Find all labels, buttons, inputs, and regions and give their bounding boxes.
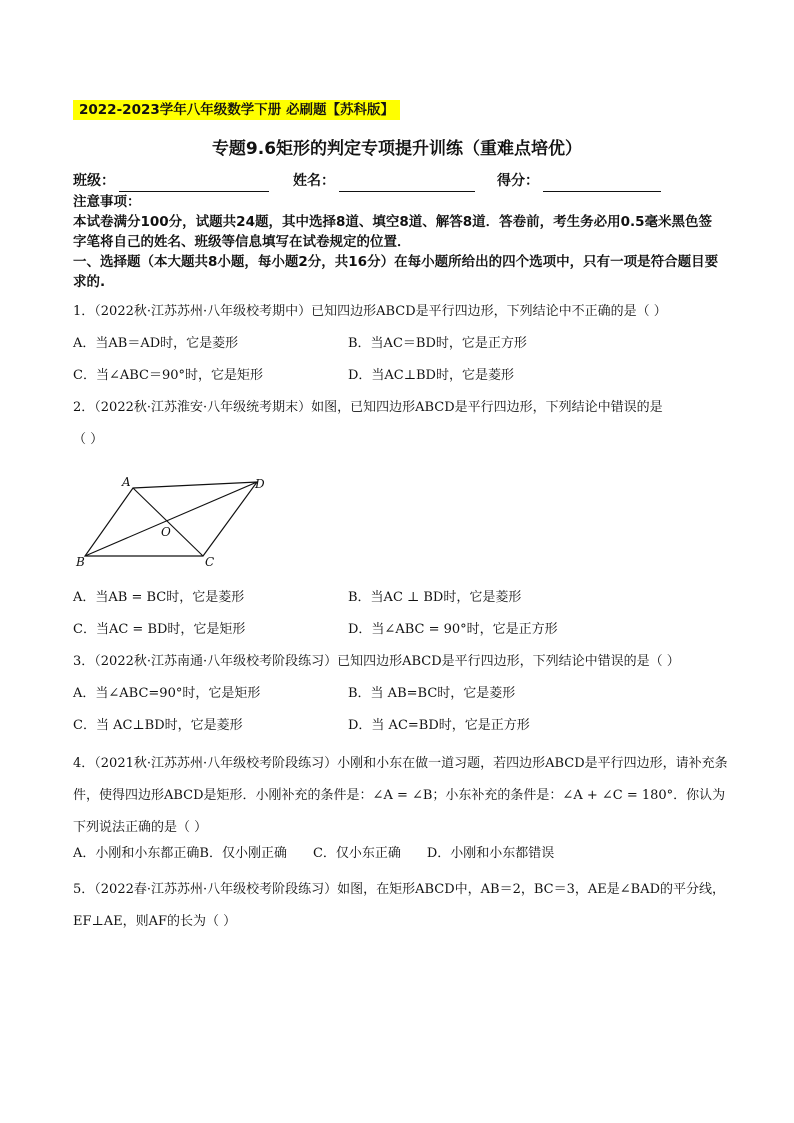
name-label: 姓名： [293, 173, 335, 189]
class-label: 班级： [73, 173, 115, 189]
question-3-stem: 3．（2022秋·江苏南通·八年级校考阶段练习）已知四边形ABCD是平行四边形，下列结论中错误的是（ ） [73, 654, 680, 669]
question-4-stem: 4．（2021秋·江苏苏州·八年级校考阶段练习）小刚和小东在做一道习题，若四边形ABCD是平行四边形，请补充条件，使得四边形ABCD是矩形．小刚补充的条件是：∠A = ∠B；小东补充的条件是：∠A + ∠C = 180°．你认为下列说法正确的是（ ） [73, 756, 728, 835]
page-title: 专题9.6矩形的判定专项提升训练（重难点培优） [211, 139, 583, 159]
question-1-stem: 1．（2022秋·江苏苏州·八年级校考期中）已知四边形ABCD是平行四边形，下列结论中不正确的是（ ） [73, 304, 667, 319]
vertex-label-a: A [122, 475, 131, 489]
score-blank[interactable] [543, 175, 661, 192]
vertex-label-d: D [255, 477, 265, 491]
name-blank[interactable] [339, 175, 475, 192]
student-info-fields [73, 170, 683, 192]
question-3-option-d[interactable]: D．当 AC=BD时，它是正方形 [348, 718, 530, 733]
notes-heading: 注意事项： [73, 194, 141, 210]
vertex-label-c: C [205, 555, 215, 569]
diagonal-ac [133, 488, 203, 556]
section-heading: 一、选择题（本大题共8小题，每小题2分，共16分）在每小题所给出的四个选项中，只有一项是符合题目要求的. [73, 254, 719, 290]
question-4-options[interactable]: A．小刚和小东都正确B．仅小刚正确 C．仅小东正确 D．小刚和小东都错误 [73, 846, 555, 861]
question-2-option-c[interactable]: C．当AC = BD时，它是矩形 [73, 622, 246, 637]
vertex-label-b: B [76, 555, 85, 569]
center-label-o: O [161, 525, 171, 539]
question-5-stem: 5．（2022春·江苏苏州·八年级校考阶段练习）如图，在矩形ABCD中，AB＝2，BC＝3，AE是∠BAD的平分线，EF⊥AE，则AF的长为（ ） [73, 882, 726, 929]
question-3-option-a[interactable]: A．当∠ABC=90°时，它是矩形 [73, 686, 261, 701]
question-1-option-b[interactable]: B．当AC＝BD时，它是正方形 [348, 336, 527, 351]
parallelogram-figure [73, 470, 273, 570]
question-2-stem-continued: （ ） [73, 432, 104, 447]
question-3-option-b[interactable]: B．当 AB=BC时，它是菱形 [348, 686, 516, 701]
question-2-option-a[interactable]: A．当AB = BC时，它是菱形 [73, 590, 245, 605]
notes-body: 本试卷满分100分，试题共24题，其中选择8道、填空8道、解答8道．答卷前，考生务必用0.5毫米黑色签字笔将自己的姓名、班级等信息填写在试卷规定的位置． [73, 214, 713, 250]
score-label: 得分： [497, 173, 539, 189]
question-2-option-d[interactable]: D．当∠ABC = 90°时，它是正方形 [348, 622, 558, 637]
series-banner: 2022-2023学年八年级数学下册 必刷题【苏科版】 [73, 100, 400, 120]
class-blank[interactable] [119, 175, 269, 192]
parallelogram-diagram [73, 470, 273, 570]
question-1-option-a[interactable]: A．当AB＝AD时，它是菱形 [73, 336, 239, 351]
question-1-option-c[interactable]: C．当∠ABC＝90°时，它是矩形 [73, 368, 264, 383]
question-3-option-c[interactable]: C．当 AC⊥BD时，它是菱形 [73, 718, 243, 733]
question-1-option-d[interactable]: D．当AC⊥BD时，它是菱形 [348, 368, 514, 383]
question-2-option-b[interactable]: B．当AC ⊥ BD时，它是菱形 [348, 590, 522, 605]
question-2-stem: 2．（2022秋·江苏淮安·八年级统考期末）如图，已知四边形ABCD是平行四边形，下列结论中错误的是 [73, 400, 663, 415]
